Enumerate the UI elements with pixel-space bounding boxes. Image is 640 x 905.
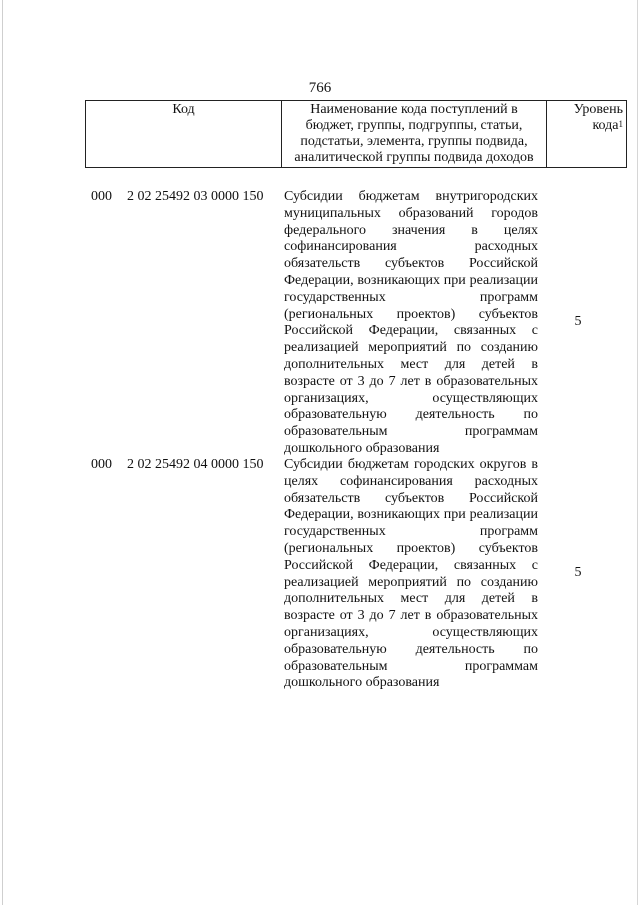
page-number: 766 — [308, 80, 332, 96]
income-code: 2 02 25492 03 0000 150 — [127, 189, 264, 204]
admin-code: 000 — [91, 189, 112, 204]
header-name — [282, 101, 547, 168]
admin-code: 000 — [91, 457, 112, 472]
code-level: 5 — [574, 314, 582, 329]
header-code — [86, 101, 282, 168]
header-level-label: Уровень кода — [573, 102, 623, 133]
table-header-row — [86, 101, 627, 168]
scan-edge-right — [637, 0, 638, 905]
income-description: Субсидии бюджетам городских округов в целях софинансирования расходных обязательств субъектов Российской Федерации, возникающих при реализации государственных программ (региональных проектов) субъектов Российской Федерации, связанных с реализацией мероприятий по созданию дополнительных мест для детей в возрасте от 3 до 7 лет в образовательных организациях, осуществляющих образовательную деятельность по образовательным программам дошкольного образования — [284, 457, 538, 691]
header-level-footnote: 1 — [618, 119, 623, 129]
table-header — [85, 100, 627, 168]
header-level — [547, 101, 627, 168]
scan-edge-left — [2, 0, 3, 905]
header-code-label: Код — [172, 102, 195, 117]
income-description: Субсидии бюджетам внутригородских муниципальных образований городов федерального значения в целях софинансирования расходных обязательств субъектов Российской Федерации, возникающих при реализации государственных программ (региональных проектов) субъектов Российской Федерации, связанных с реализацией мероприятий по созданию дополнительных мест для детей в возрасте от 3 до 7 лет в образовательных организациях, осуществляющих образовательную деятельность по образовательным программам дошкольного образования — [284, 189, 538, 456]
header-name-label: Наименование кода поступлений в бюджет, группы, подгруппы, статьи, подстатьи, элемента, группы подвида, аналитической группы подвида доходов — [294, 102, 534, 165]
income-code: 2 02 25492 04 0000 150 — [127, 457, 264, 472]
code-level: 5 — [574, 565, 582, 580]
